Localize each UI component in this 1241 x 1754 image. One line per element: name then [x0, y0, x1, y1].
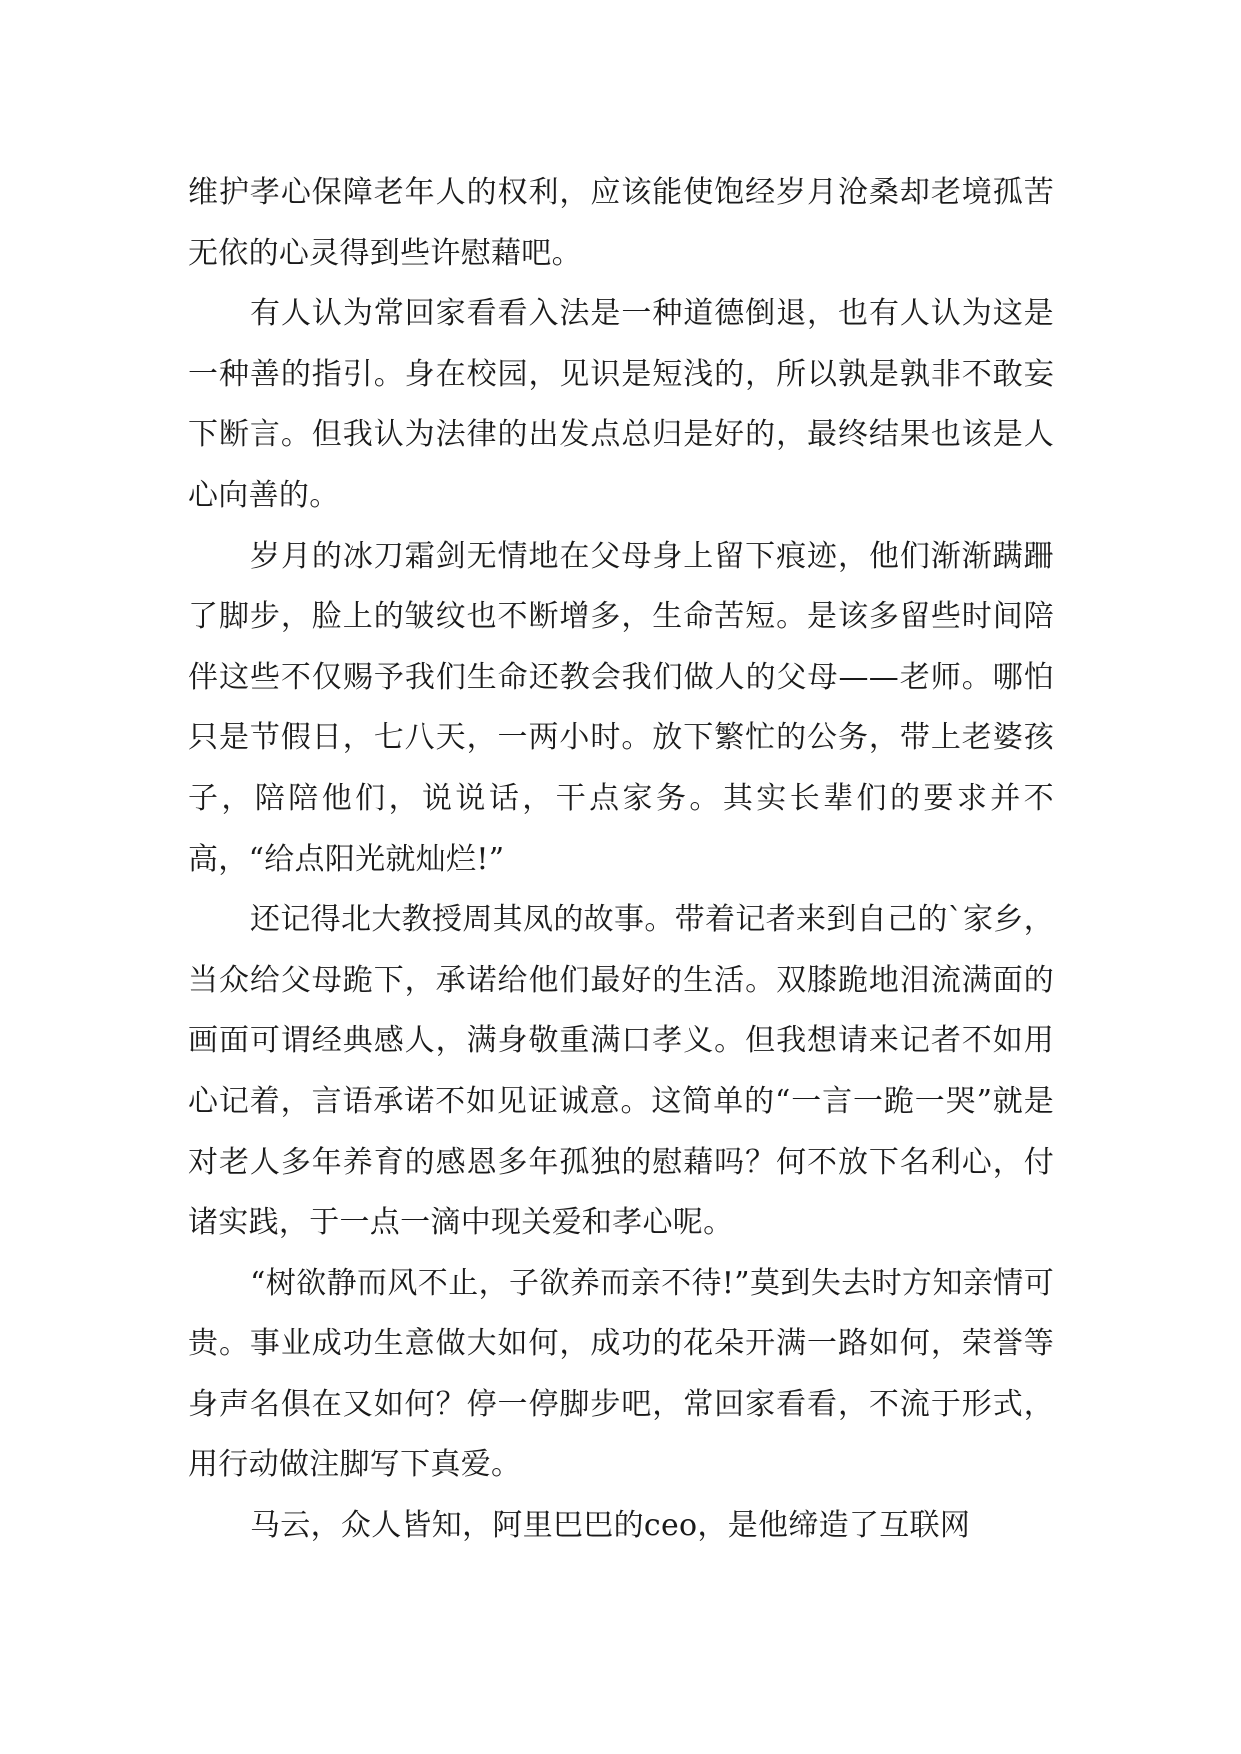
paragraph: 马云，众人皆知，阿里巴巴的ceo，是他缔造了互联网: [250, 1508, 971, 1544]
paragraph: “树欲静而风不止，子欲养而亲不待!”莫到失去时方知亲情可贵。事业成功生意做大如何，成功的花朵开满一路如何，荣誉等身声名俱在又如何？停一停脚步吧，常回家看看，不流于形式，用行动做注脚写下真爱。: [188, 1265, 1054, 1483]
paragraph: 有人认为常回家看看入法是一种道德倒退，也有人认为这是一种善的指引。身在校园，见识是短浅的，所以孰是孰非不敢妄下断言。但我认为法律的出发点总归是好的，最终结果也该是人心向善的。: [188, 296, 1054, 513]
paragraph: 岁月的冰刀霜剑无情地在父母身上留下痕迹，他们渐渐蹒跚了脚步，脸上的皱纹也不断增多，生命苦短。是该多留些时间陪伴这些不仅赐予我们生命还教会我们做人的父母——老师。哪怕只是节假日，七八天，一两小时。放下繁忙的公务，带上老婆孩子，陪陪他们，说说话，干点家务。其实长辈们的要求并不高，“给点阳光就灿烂!”: [188, 538, 1054, 877]
paragraph: 还记得北大教授周其凤的故事。带着记者来到自己的`家乡，当众给父母跪下，承诺给他们最好的生活。双膝跪地泪流满面的画面可谓经典感人，满身敬重满口孝义。但我想请来记者不如用心记着，言语承诺不如见证诚意。这简单的“一言一跪一哭”就是对老人多年养育的感恩多年孤独的慰藉吗？何不放下名利心，付诸实践，于一点一滴中现关爱和孝心呢。: [188, 902, 1054, 1241]
paragraph: 维护孝心保障老年人的权利，应该能使饱经岁月沧桑却老境孤苦无依的心灵得到些许慰藉吧。: [188, 175, 1054, 271]
document-body: [188, 163, 1054, 1557]
